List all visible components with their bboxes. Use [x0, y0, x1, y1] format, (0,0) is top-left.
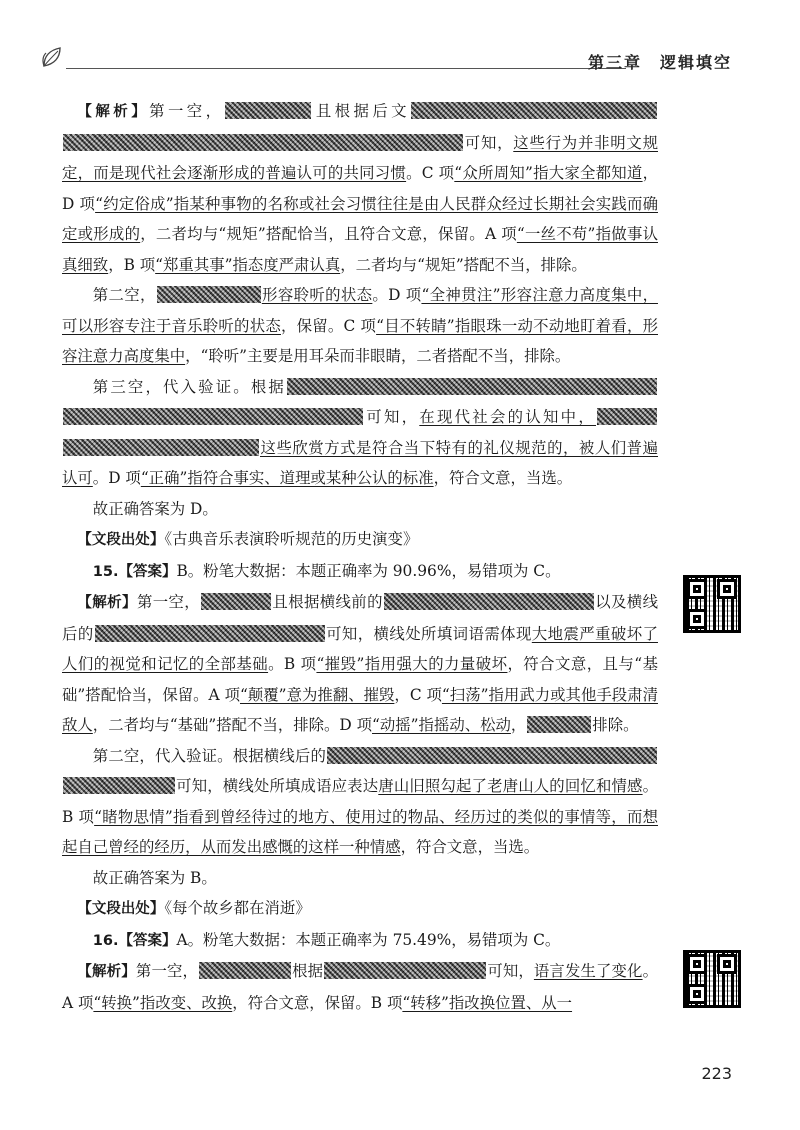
analysis-14-blank-3: 第三空，代入验证。根据可知，在现代社会的认知中，这些欣赏方式是符合当下特有的礼仪规范的，被人们普遍认可。D 项“正确”指符合事实、道理或某种公认的标准，符合文意，当选。 — [62, 377, 658, 487]
answer-14: 故正确答案为 D。 — [92, 499, 218, 518]
redacted-text — [527, 716, 591, 733]
analysis-14-blank-2: 第二空， 形容聆听的状态。D 项“全神贯注”形容注意力高度集中，可以形容专注于音乐聆听的状态，保留。C 项“目不转睛”指眼珠一动不动地盯着看，形容注意力高度集中，“聆听”主要是用耳朵而非眼睛，二者搭配不当，排除。 — [62, 286, 658, 365]
header-rule — [66, 68, 626, 69]
answer-15: 故正确答案为 B。 — [92, 868, 217, 887]
analysis-15-blank-2: 第二空，代入验证。根据横线后的可知，横线处所填成语应表达唐山旧照勾起了老唐山人的回忆和情感。B 项“睹物思情”指看到曾经待过的地方、使用过的物品、经历过的类似的事情等，而想起自己曾经的经历，从而发出感慨的这样一种情感，符合文意，当选。 — [62, 746, 658, 856]
source-14: 【文段出处】《古典音乐表演聆听规范的历史演变》 — [77, 530, 419, 548]
redacted-text — [597, 408, 657, 425]
qr-code-16[interactable] — [683, 950, 741, 1008]
redacted-text — [201, 593, 271, 610]
redacted-text — [411, 102, 657, 119]
redacted-text — [95, 625, 325, 642]
redacted-text — [225, 102, 311, 119]
redacted-text — [327, 747, 657, 764]
analysis-16-blank-1: 【解析】第一空， 根据 可知，语言发生了变化。A 项“转换”指改变、改换，符合文意，保留。B 项“转移”指改换位置、从一 — [62, 962, 658, 1012]
redacted-text — [324, 962, 486, 979]
chapter-title: 第三章 逻辑填空 — [587, 53, 732, 72]
qr-code-15[interactable] — [683, 575, 741, 633]
answer-16-header: 16.【答案】A。粉笔大数据：本题正确率为 75.49%，易错项为 C。 — [92, 930, 561, 949]
redacted-text — [63, 408, 363, 425]
redacted-text — [384, 593, 594, 610]
source-15: 【文段出处】《每个故乡都在消逝》 — [77, 899, 311, 917]
redacted-text — [63, 134, 463, 151]
page-header — [40, 44, 740, 74]
leaf-icon — [40, 44, 68, 70]
redacted-text — [63, 439, 259, 456]
redacted-text — [199, 962, 291, 979]
redacted-text — [287, 378, 657, 395]
analysis-15-blank-1: 【解析】第一空， 且根据横线前的 以及横线后的 可知，横线处所填词语需体现大地震严重破坏了人们的视觉和记忆的全部基础。B 项“摧毁”指用强大的力量破坏，符合文意，且与“基础”搭配恰当，保留。A 项“颠覆”意为推翻、摧毁，C 项“扫荡”指用武力或其他手段肃清敌人，二者均与“基础”搭配不当，排除。D 项“动摇”指摇动、松动， 排除。 — [62, 593, 658, 734]
redacted-text — [63, 777, 175, 794]
analysis-14-blank-1: 【解析】第一空， 且根据后文可知，这些行为并非明文规定，而是现代社会逐渐形成的普遍认可的共同习惯。C 项“众所周知”指大家全都知道，D 项“约定俗成”指某种事物的名称或社会习惯往往是由人民群众经过长期社会实践而确定或形成的，二者均与“规矩”搭配恰当，且符合文意，保留。A 项“一丝不苟”指做事认真细致，B 项“郑重其事”指态度严肃认真，二者均与“规矩”搭配不当，排除。 — [62, 102, 658, 274]
redacted-text — [157, 286, 261, 303]
answer-15-header: 15.【答案】B。粉笔大数据：本题正确率为 90.96%，易错项为 C。 — [92, 561, 561, 580]
page-number: 223 — [701, 1064, 732, 1083]
page-content — [62, 96, 658, 1018]
